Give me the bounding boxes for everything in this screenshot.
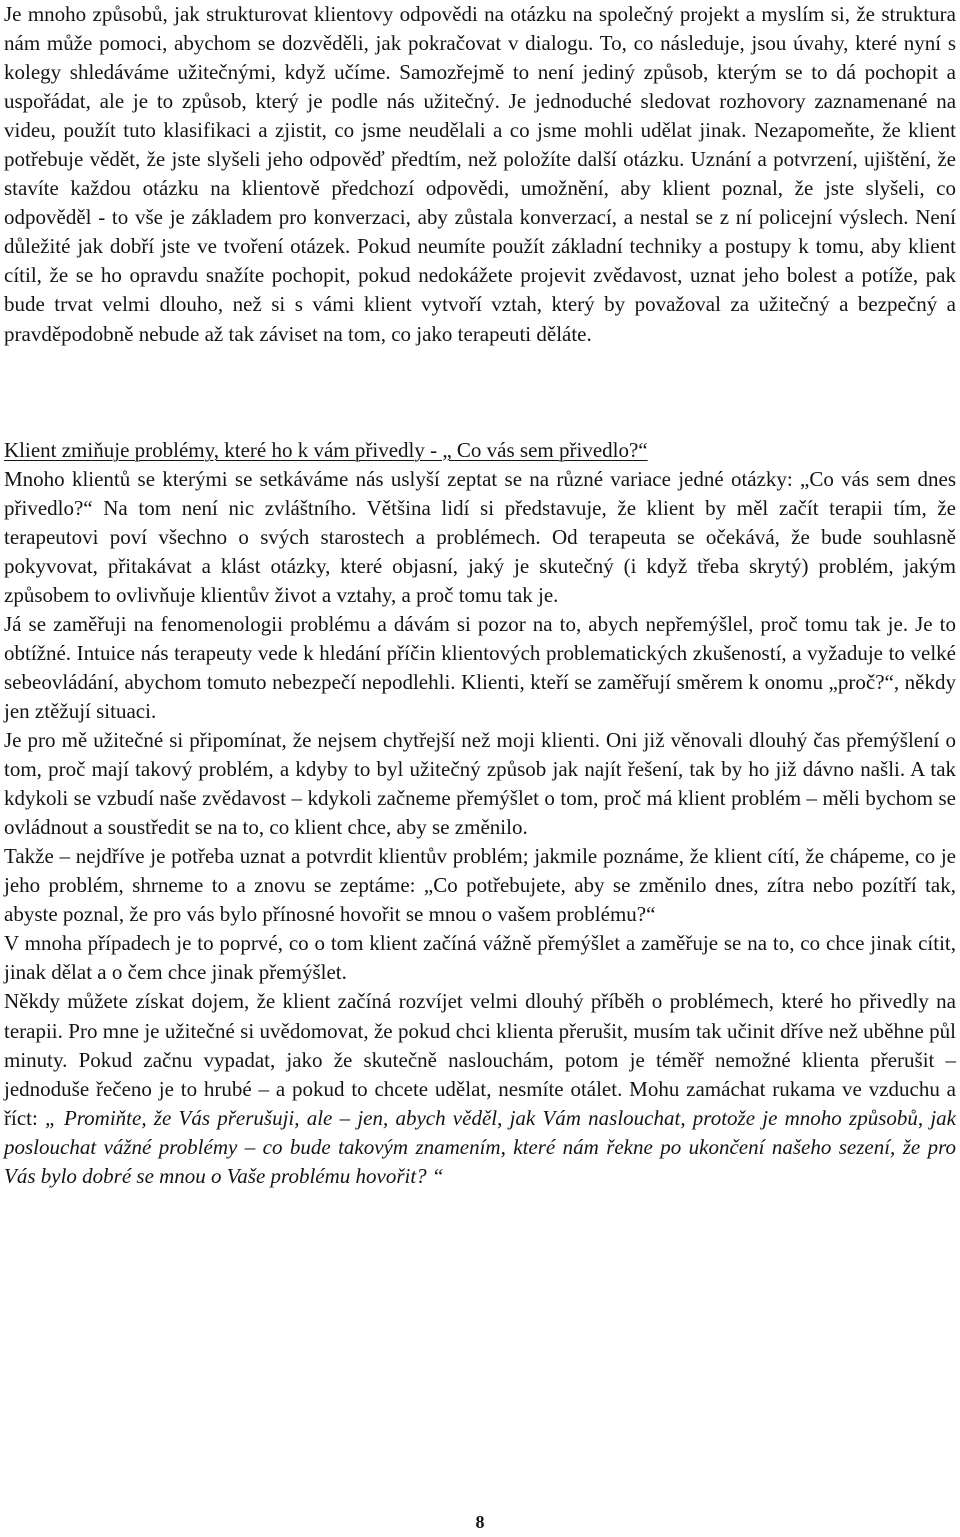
text-run: Nezapomeňte, že klient potřebuje vědět, že jste slyšeli jeho odpověď předtím, než položíte další otázku. (4, 118, 957, 172)
text-run: Od terapeuta se očekává, že bude souhlasně pokyvovat, přitakávat a klást otázky, které objasní, jaký je skutečný (i když třeba skrytý) problém, jakým způsobem to ovlivňuje klientův život a vztahy, a proč tomu tak je. (4, 524, 957, 607)
text-run: Oni již věnovali dlouhý čas přemýšlení o tom, proč mají takový problém, a kdyby to byl užitečný způsob jak najít řešení, tak by ho již dávno našli. (4, 728, 957, 782)
text-run: A tak kdykoli se vzbudí naše zvědavost – kdykoli začneme přemýšlet o tom, proč má klient problém – měli bychom se ovládnout a soustředit se na to, co klient chce, aby se změnilo. (4, 757, 957, 840)
paragraph (4, 726, 956, 842)
text-run: Není důležité jak dobří jste ve tvoření otázek. (4, 205, 957, 259)
text-run: Pokud neumíte použít základní techniky a postupy k tomu, aby klient cítil, že se ho opravdu snažíte pochopit, pokud nedokážete projevit zvědavost, uznat jeho bolest a potíže, pak bude trvat velmi dlouho, než si s vámi klient vytvoří vztah, který by považoval za užitečný a bezpečný a pravděpodobně nebude až tak záviset na tom, co jako terapeuti děláte. (4, 234, 956, 346)
text-run: Mohu zamáchat rukama ve vzduchu a říct: (4, 1076, 956, 1130)
italic-quote: „ Promiňte, že Vás přerušuji, ale – jen, abych věděl, jak Vám naslouchat, protože je mnoho způsobů, jak poslouchat vážné problémy – co bude takovým znamením, které nám řekne po ukončení našeho sezení, že pro Vás bylo dobré se mnou o Vaše problému hovořit? “ (4, 1105, 956, 1188)
text-run: Většina lidí si představuje, že klient by měl začít terapii tím, že terapeutovi poví všechno o svých starostech a problémech. (4, 495, 956, 549)
text-run: Je pro mě užitečné si připomínat, že nejsem chytřejší než moji klienti. (4, 728, 600, 753)
paragraph (4, 987, 956, 1190)
text-run: Je mnoho způsobů, jak strukturovat klientovy odpovědi na otázku na společný projekt a myslím si, že struktura nám může pomoci, abychom se dozvěděli, jak pokračovat v dialogu. To, co následuje, jsou úvahy, které nyní s kolegy shledáváme užitečnými, když učíme. Samozřejmě to není jediný způsob, kterým se to dá pochopit a uspořádat, ale je to způsob, který je podle nás užitečný. (4, 2, 956, 114)
section-gap (4, 349, 956, 436)
text-run: Mnoho klientů se kterými se setkáváme nás uslyší zeptat se na různé variace jedné otázky: „Co vás sem dnes přivedlo?“ Na tom není nic zvláštního. (4, 466, 956, 520)
document-body (4, 0, 956, 1191)
paragraph (4, 0, 956, 349)
paragraph: Takže – nejdříve je potřeba uznat a potvrdit klientův problém; jakmile poznáme, že klient cítí, že chápeme, co je jeho problém, shrneme to a znovu se zeptáme: „Co potřebujete, aby se změnilo dnes, zítra nebo pozítří tak, abyste poznal, že pro vás bylo přínosné hovořit se mnou o vašem problému?“ (4, 844, 956, 927)
text-run: Je jednoduché sledovat rozhovory zaznamenané na videu, použít tuto klasifikaci a zjistit, co jsme neudělali a co jsme mohli udělat jinak. (4, 89, 957, 143)
text-run: Já se zaměřuji na fenomenologii problému a dávám si pozor na to, abych nepřemýšlel, proč tomu tak je. Je to obtížné. (4, 611, 956, 665)
section-heading: Klient zmiňuje problémy, které ho k vám přivedly - „ Co vás sem přivedlo?“ (4, 437, 648, 462)
text-run: Uznání a potvrzení, ujištění, že stavíte každou otázku na klientově předchozí odpovědi, umožnění, aby klient poznal, že jste slyšeli, co odpověděl - to vše je základem pro konverzaci, aby zůstala konverzací, a nestal se z ní policejní výslech. (4, 147, 956, 230)
text-run: Někdy můžete získat dojem, že klient začíná rozvíjet velmi dlouhý příběh o problémech, které ho přivedly na terapii. (4, 989, 956, 1043)
page-number: 8 (475, 1512, 485, 1532)
text-run: Pro mne je užitečné si uvědomovat, že pokud chci klienta přerušit, musím tak učinit dříve než uběhne půl minuty. (4, 1018, 957, 1072)
text-run: Pokud začnu vypadat, jako že skutečně naslouchám, potom je téměř nemožné klienta přerušit – jednoduše řečeno je to hrubé – a pokud to chcete udělat, nesmíte otálet. (4, 1047, 957, 1101)
paragraph (4, 610, 956, 726)
paragraph (4, 465, 956, 610)
paragraph: V mnoha případech je to poprvé, co o tom klient začíná vážně přemýšlet a zaměřuje se na to, co chce jinak cítit, jinak dělat a o čem chce jinak přemýšlet. (4, 931, 956, 985)
text-run: Intuice nás terapeuty vede k hledání příčin klientových problematických zkušeností, a vyžaduje to velké sebeovládání, abychom tomuto nebezpečí nepodlehli. Klienti, kteří se zaměřují směrem k onomu „proč?“, někdy jen ztěžují situaci. (4, 640, 956, 723)
